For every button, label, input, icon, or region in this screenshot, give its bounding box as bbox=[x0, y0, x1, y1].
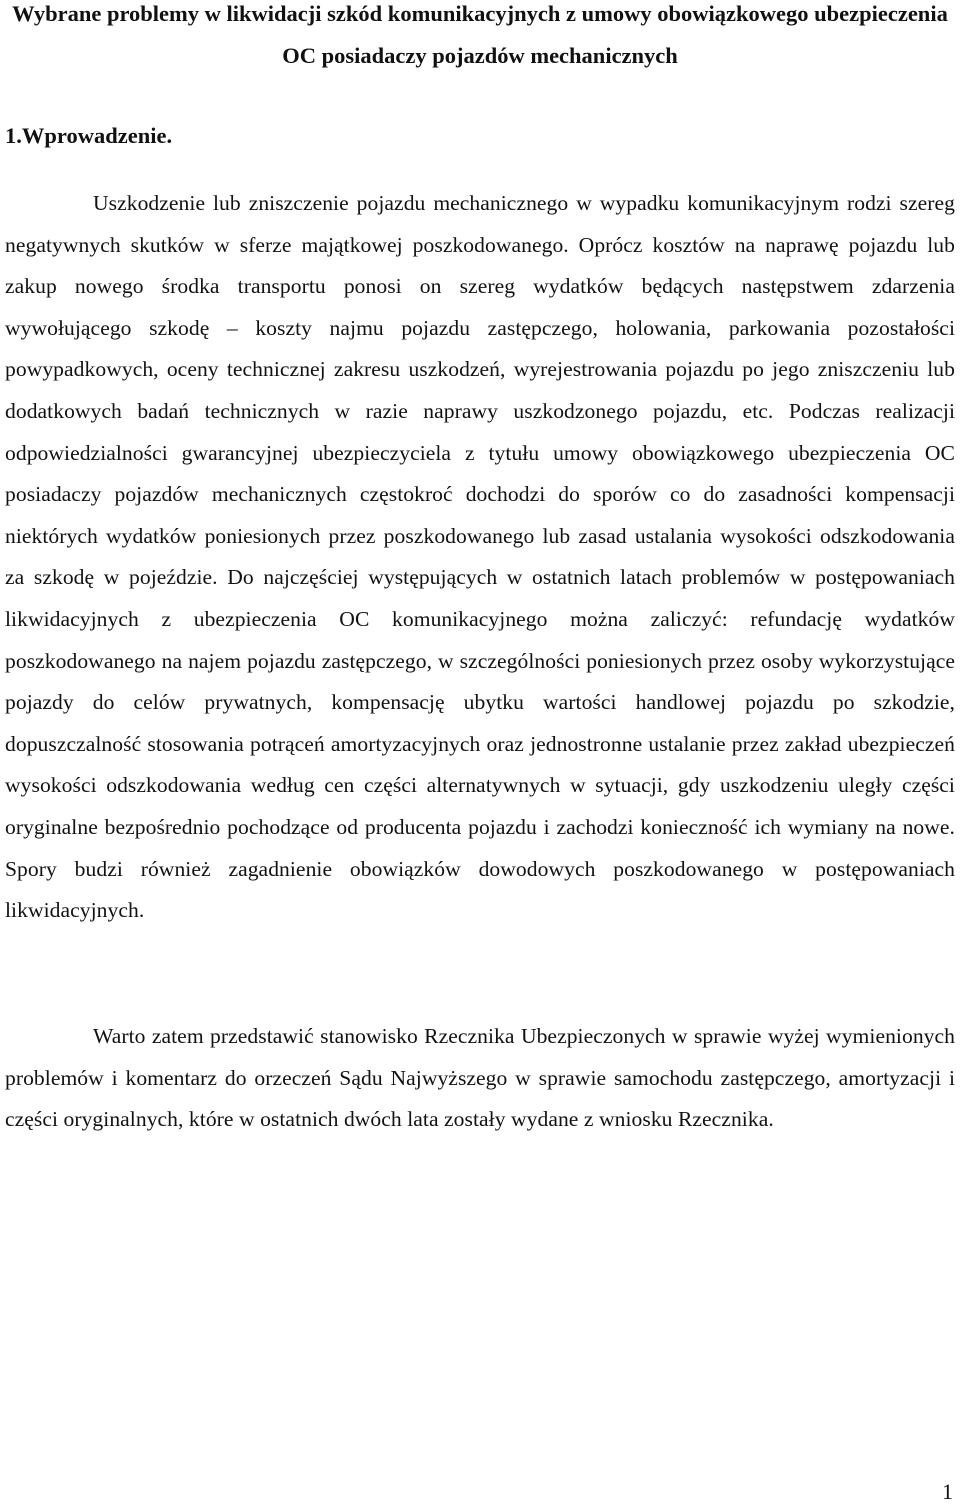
paragraph-introduction: Uszkodzenie lub zniszczenie pojazdu mechanicznego w wypadku komunikacyjnym rodzi szereg negatywnych skutków w sferze majątkowej poszkodowanego. Oprócz kosztów na naprawę pojazdu lub zakup nowego środka transportu ponosi on szereg wydatków będących następstwem zdarzenia wywołującego szkodę – koszty najmu pojazdu zastępczego, holowania, parkowania pozostałości powypadkowych, oceny technicznej zakresu uszkodzeń, wyrejestrowania pojazdu po jego zniszczeniu lub dodatkowych badań technicznych w razie naprawy uszkodzonego pojazdu, etc. Podczas realizacji odpowiedzialności gwarancyjnej ubezpieczyciela z tytułu umowy obowiązkowego ubezpieczenia OC posiadaczy pojazdów mechanicznych częstokroć dochodzi do sporów co do zasadności kompensacji niektórych wydatków poniesionych przez poszkodowanego lub zasad ustalania wysokości odszkodowania za szkodę w pojeździe. Do najczęściej występujących w ostatnich latach problemów w postępowaniach likwidacyjnych z ubezpieczenia OC komunikacyjnego można zaliczyć: refundację wydatków poszkodowanego na najem pojazdu zastępczego, w szczególności poniesionych przez osoby wykorzystujące pojazdy do celów prywatnych, kompensację ubytku wartości handlowej pojazdu po szkodzie, dopuszczalność stosowania potrąceń amortyzacyjnych oraz jednostronne ustalanie przez zakład ubezpieczeń wysokości odszkodowania według cen części alternatywnych w sytuacji, gdy uszkodzeniu uległy części oryginalne bezpośrednio pochodzące od producenta pojazdu i zachodzi konieczność ich wymiany na nowe. Spory budzi również zagadnienie obowiązków dowodowych poszkodowanego w postępowaniach likwidacyjnych. bbox=[5, 191, 955, 923]
document-title: Wybrane problemy w likwidacji szkód komunikacyjnych z umowy obowiązkowego ubezpieczenia OC posiadaczy pojazdów mechanicznych bbox=[12, 1, 948, 68]
paragraph-conclusion: Warto zatem przedstawić stanowisko Rzecznika Ubezpieczonych w sprawie wyżej wymienionych problemów i komentarz do orzeczeń Sądu Najwyższego w sprawie samochodu zastępczego, amortyzacji i części oryginalnych, które w ostatnich dwóch lata zostały wydane z wniosku Rzecznika. bbox=[5, 1024, 955, 1132]
page-number: 1 bbox=[942, 1479, 953, 1504]
section-heading: 1.Wprowadzenie. bbox=[5, 123, 173, 148]
